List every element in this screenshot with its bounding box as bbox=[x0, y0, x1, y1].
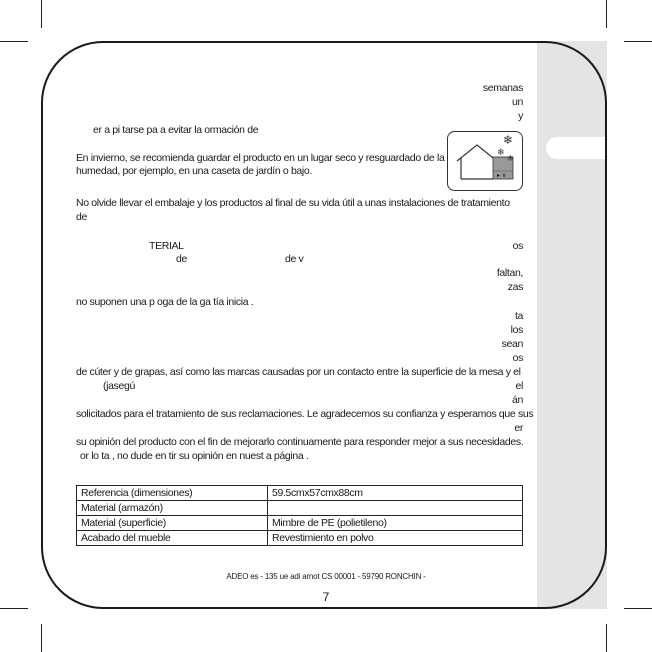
text-line: er bbox=[514, 422, 523, 434]
text-line: (jasegú bbox=[103, 380, 135, 392]
text-line: humedad, por ejemplo, en una caseta de jardín o bajo. bbox=[76, 165, 312, 177]
table-row bbox=[77, 516, 523, 531]
text-line: No olvide llevar el embalaje y los productos al final de su vida útil a unas instalaciones de tratamiento bbox=[76, 197, 510, 209]
text-line: de cúter y de grapas, así como las marcas causadas por un contacto entre la superficie de la mesa y el bbox=[76, 366, 521, 378]
text-line: semanas bbox=[482, 82, 523, 94]
crop-mark bbox=[0, 41, 28, 42]
text-line: un bbox=[512, 96, 523, 108]
svg-text:❄: ❄ bbox=[507, 154, 514, 163]
footer-address: ADEO es - 135 ue adi arnot CS 00001 - 59790 RONCHIN - bbox=[226, 572, 426, 581]
spec-table bbox=[76, 485, 523, 546]
text-line: sean bbox=[501, 338, 523, 350]
table-row bbox=[77, 531, 523, 546]
crop-mark bbox=[0, 608, 28, 609]
crop-mark bbox=[41, 624, 42, 652]
text-line: os bbox=[512, 240, 523, 252]
page-number: 7 bbox=[322, 590, 330, 604]
text-line: y bbox=[518, 110, 523, 122]
text-line: el bbox=[515, 380, 523, 392]
text-line: En invierno, se recomienda guardar el producto en un lugar seco y resguardado de la bbox=[76, 152, 445, 164]
spec-value bbox=[268, 501, 523, 516]
text-line: ta bbox=[514, 310, 523, 322]
winter-storage-illustration bbox=[447, 131, 523, 191]
text-line: de v bbox=[285, 253, 304, 265]
spec-label: Material (superficie) bbox=[77, 516, 268, 531]
svg-text:▸ ∨: ▸ ∨ bbox=[497, 172, 507, 179]
text-line: de bbox=[176, 253, 187, 265]
spec-value: Mimbre de PE (polietileno) bbox=[268, 516, 523, 531]
text-line: solicitados para el tratamiento de sus reclamaciones. Le agradecemos su confianza y esperamos que sus bbox=[76, 408, 534, 420]
text-line: os bbox=[512, 352, 523, 364]
spec-label: Acabado del mueble bbox=[77, 531, 268, 546]
text-line: er a pi tarse pa a evitar la ormación de bbox=[93, 124, 259, 136]
text-line: de bbox=[76, 211, 87, 223]
text-line: su opinión del producto con el fin de mejorarlo continuamente para responder mejor a sus necesidades. bbox=[76, 436, 524, 448]
table-row bbox=[77, 501, 523, 516]
svg-text:❄: ❄ bbox=[497, 148, 505, 158]
text-line: án bbox=[512, 394, 523, 406]
crop-mark bbox=[606, 624, 607, 652]
text-line: or lo ta , no dude en tir su opinión en nuest a página . bbox=[80, 450, 309, 462]
crop-mark bbox=[624, 41, 652, 42]
spec-value: 59.5cmx57cmx88cm bbox=[268, 486, 523, 501]
crop-mark bbox=[606, 0, 607, 28]
spec-value: Revestimiento en polvo bbox=[268, 531, 523, 546]
text-line: zas bbox=[507, 281, 523, 293]
text-line: no suponen una p oga de la ga tía inicia . bbox=[76, 296, 254, 308]
table-row bbox=[77, 486, 523, 501]
text-line: TERIAL bbox=[149, 240, 184, 252]
spec-label: Material (armazón) bbox=[77, 501, 268, 516]
text-line: los bbox=[510, 324, 523, 336]
crop-mark bbox=[41, 0, 42, 28]
text-line: faltan, bbox=[496, 267, 523, 279]
spec-label: Referencia (dimensiones) bbox=[77, 486, 268, 501]
crop-mark bbox=[624, 608, 652, 609]
svg-text:❄: ❄ bbox=[503, 133, 514, 147]
